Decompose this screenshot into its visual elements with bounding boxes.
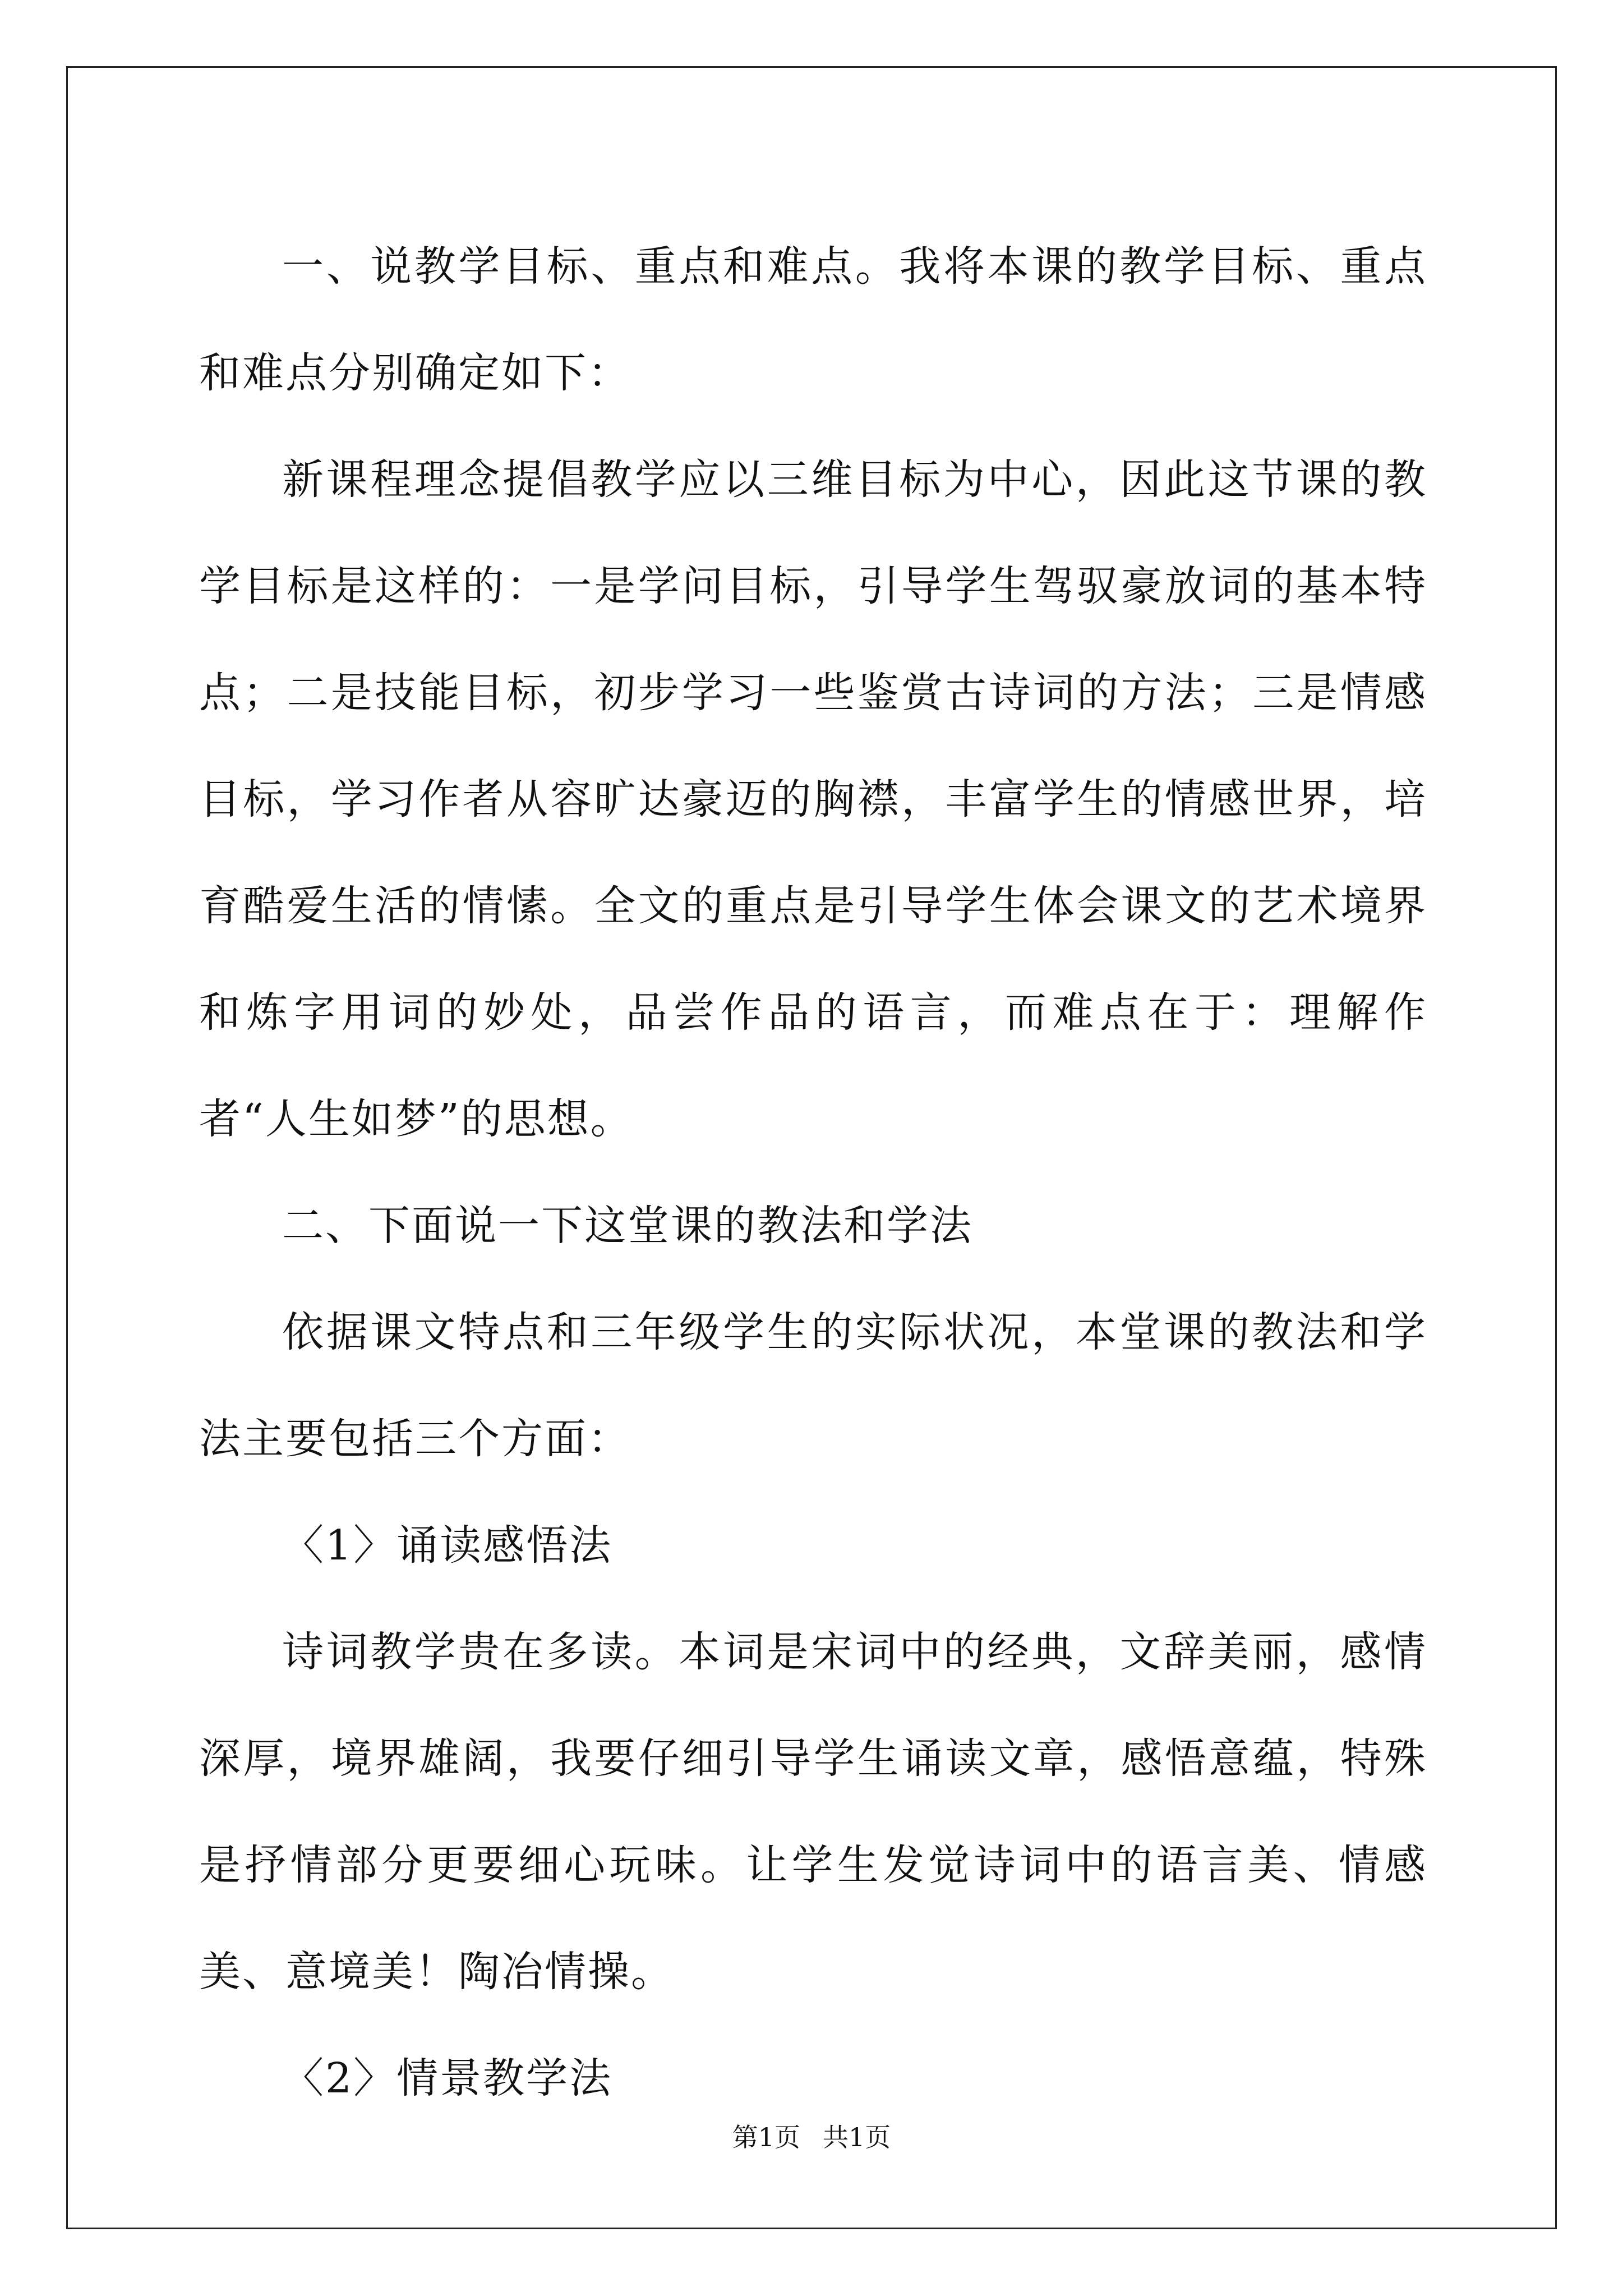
paragraph-5: 〈1〉诵读感悟法: [282, 1521, 613, 1570]
paragraph-1: 一、说教学目标、重点和难点。我将本课的教学目标、重点和难点分别确定如下：: [199, 242, 1427, 397]
paragraph-7: 〈2〉情景教学法: [282, 2054, 613, 2102]
paragraph-6: 诗词教学贵在多读。本词是宋词中的经典，文辞美丽，感情深厚，境界雄阔，我要仔细引导学生诵读文章，感悟意蕴，特殊是抒情部分更要细心玩味。让学生发觉诗词中的语言美、情感美、意境美！陶冶情操。: [199, 1628, 1427, 1996]
document-body: [199, 213, 1427, 2132]
page-number-current: 第1页: [732, 2122, 800, 2152]
paragraph-2: 新课程理念提倡教学应以三维目标为中心，因此这节课的教学目标是这样的：一是学问目标，引导学生驾驭豪放词的基本特点；二是技能目标，初步学习一些鉴赏古诗词的方法；三是情感目标，学习作者从容旷达豪迈的胸襟，丰富学生的情感世界，培育酷爱生活的情愫。全文的重点是引导学生体会课文的艺术境界和炼字用词的妙处，品尝作品的语言，而难点在于：理解作者“人生如梦”的思想。: [199, 455, 1427, 1143]
page-number-total: 共1页: [823, 2122, 891, 2152]
paragraph-4: 依据课文特点和三年级学生的实际状况，本堂课的教法和学法主要包括三个方面：: [199, 1308, 1427, 1463]
paragraph-3: 二、下面说一下这堂课的教法和学法: [282, 1202, 973, 1250]
page-footer: [0, 2120, 1623, 2154]
